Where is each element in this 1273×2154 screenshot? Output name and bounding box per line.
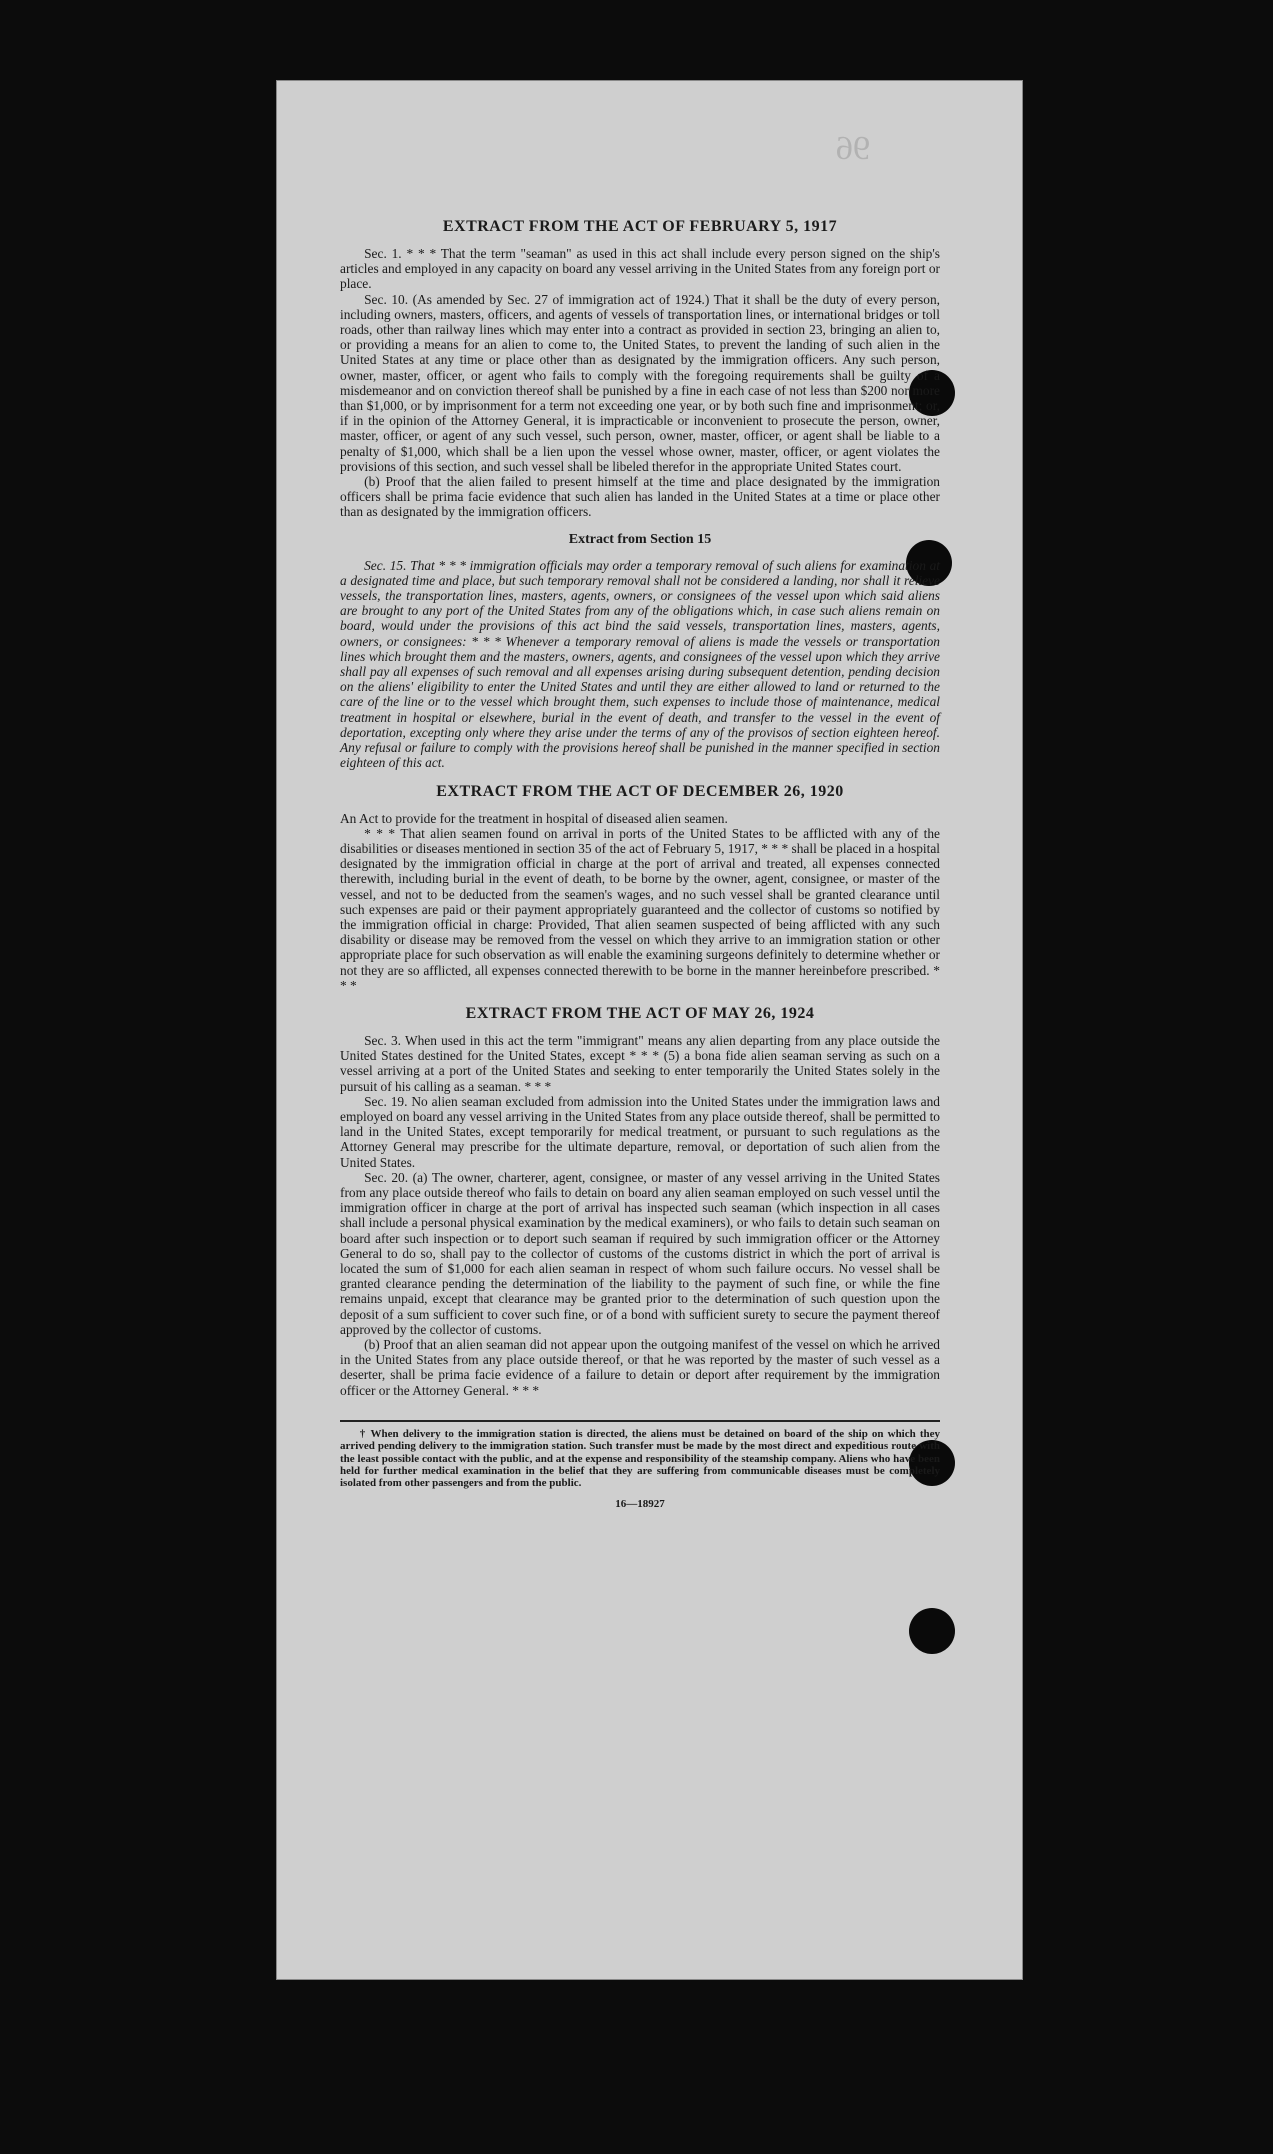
paragraph: * * * That alien seamen found on arrival in ports of the United States to be afflicted with any of the disabilities or diseases mentioned in section 35 of the act of February 5, 1917, * * * shall be placed in a hospital designated by the immigration official in charge at the port of arrival and treated, all expenses connected therewith, including burial in the event of death, to be borne by the owner, agent, consignee, or master of the vessel, and not to be deducted from the seamen's wages, and no such vessel shall be granted clearance until such expenses are paid or their payment appropriately guaranteed and the collector of customs so notified by the immigration official in charge: Provided, That alien seamen suspected of being afflicted with any such disability or disease may be removed from the vessel on which they arrive to an immigration station or other appropriate place for such observation as will enable the examining surgeons definitely to determine whether or not they are so afflicted, all expenses connected therewith to be borne in the manner hereinbefore prescribed. * * * — [340, 825, 940, 993]
section-subtitle: Extract from Section 15 — [568, 531, 712, 547]
paragraph: An Act to provide for the treatment in hospital of diseased alien seamen. — [340, 810, 728, 826]
paragraph: Sec. 19. No alien seaman excluded from admission into the United States under the immigration laws and employed on board any vessel arriving in the United States from any place outside thereof, shall be permitted to land in the United States, except temporarily for medical treatment, or pursuant to such regulations as the Attorney General may prescribe for the ultimate departure, removal, or deportation of such alien from the United States. — [340, 1093, 940, 1170]
form-number: 16—18927 — [615, 1497, 665, 1510]
footnote-divider — [340, 1420, 940, 1422]
section-title: EXTRACT FROM THE ACT OF MAY 26, 1924 — [465, 1004, 815, 1022]
footnote — [340, 1428, 940, 1490]
paragraph: Sec. 20. (a) The owner, charterer, agent, consignee, or master of any vessel arriving in the United States from any place outside thereof who fails to detain on board any alien seaman employed on such vessel until the immigration officer in charge at the port of arrival has inspected such seaman (which inspection in all cases shall include a personal physical examination by the medical examiners), or who fails to detain such seaman on board after such inspection or to deport such seaman if required by such immigration officer or the Attorney General to do so, shall pay to the collector of customs of the customs district in which the port of arrival is located the sum of $1,000 for each alien seaman in respect of whom such failure occurs. No vessel shall be granted clearance pending the determination of the liability to the payment of such fine, or while the fine remains unpaid, except that clearance may be granted prior to the determination of such question upon the deposit of a sum sufficient to cover such fine, or of a bond with sufficient surety to secure the payment thereof approved by the collector of customs. — [340, 1169, 940, 1337]
section-act-dec-1920 — [340, 783, 940, 993]
document-body — [340, 218, 940, 1510]
section-act-feb-1917 — [340, 218, 940, 520]
footnote-text: † When delivery to the immigration station is directed, the aliens must be detained on board of the ship on which they arrived pending delivery to the immigration station. Such transfer must be made by the most direct and expeditious route with the least possible contact with the public, and at the expense and responsibility of the steamship company. Aliens who have been held for further medical examination in the belief that they are suffering from communicable diseases must be completely isolated from other passengers and from the public. — [340, 1427, 940, 1490]
punch-hole — [909, 1608, 955, 1654]
document-page — [276, 80, 1023, 1980]
paragraph: (b) Proof that the alien failed to present himself at the time and place designated by the immigration officers shall be prima facie evidence that such alien has landed in the United States at a time or place other than as designated by the immigration officers. — [340, 474, 940, 520]
paragraph: Sec. 1. * * * That the term "seaman" as used in this act shall include every person signed on the ship's articles and employed in any capacity on board any vessel arriving in the United States from any foreign port or place. — [340, 246, 940, 292]
section-title: EXTRACT FROM THE ACT OF DECEMBER 26, 1920 — [436, 782, 844, 800]
section-act-may-1924 — [340, 1005, 940, 1398]
section-title: EXTRACT FROM THE ACT OF FEBRUARY 5, 1917 — [442, 218, 838, 235]
paragraph: Sec. 15. That * * * immigration officials may order a temporary removal of such aliens for examination at a designated time and place, but such temporary removal shall not be considered a landing, nor shall it relieve vessels, the transportation lines, masters, agents, owners, or consignees of the vessel upon which said aliens are brought to any port of the United States from any of the obligations which, in case such aliens remain on board, would under the provisions of this act bind the said vessels, transportation lines, masters, agents, owners, or consignees: * * * Whenever a temporary removal of aliens is made the vessels or transportation lines which brought them and the masters, owners, agents, and consignees of the vessel upon which they arrive shall pay all expenses of such removal and all expenses arising during subsequent detention, pending decision on the aliens' eligibility to enter the United States and until they are either allowed to land or returned to the care of the line or to the vessel which brought them, such expenses to include those of maintenance, medical treatment in hospital or elsewhere, burial in the event of death, and transfer to the vessel in the event of deportation, excepting only where they arise under the terms of any of the provisos of section eighteen hereof. Any refusal or failure to comply with the provisions hereof shall be punished in the manner specified in section eighteen of this act. — [340, 557, 940, 771]
paragraph: (b) Proof that an alien seaman did not appear upon the outgoing manifest of the vessel on which he arrived in the United States from any place outside thereof, or that he was reported by the master of such vessel as a deserter, shall be prima facie evidence of a failure to detain or deport after requirement by the immigration officer or the Attorney General. * * * — [340, 1337, 940, 1398]
paragraph: Sec. 10. (As amended by Sec. 27 of immigration act of 1924.) That it shall be the duty of every person, including owners, masters, officers, and agents of vessels of transportation lines, or international bridges or toll roads, other than railway lines which may enter into a contract as provided in section 23, bringing an alien to, or providing a means for an alien to come to, the United States, to prevent the landing of such alien in the United States at any time or place other than as designated by the immigration officers. Any such person, owner, master, officer, or agent who fails to comply with the foregoing requirements shall be guilty of a misdemeanor and on conviction thereof shall be punished by a fine in each case of not less than $200 nor more than $1,000, or by imprisonment for a term not exceeding one year, or by both such fine and imprisonment; or, if in the opinion of the Attorney General, it is impracticable or inconvenient to prosecute the person, owner, master, officer, or agent of any such vessel, such person, owner, master, officer, or agent shall be liable to a penalty of $1,000, which shall be a lien upon the vessel whose owner, master, officer, or agent violates the provisions of this section, and such vessel shall be libeled therefor in the appropriate United States court. — [340, 291, 940, 474]
section-extract-15 — [340, 532, 940, 771]
paragraph: Sec. 3. When used in this act the term "immigrant" means any alien departing from any place outside the United States destined for the United States, except * * * (5) a bona fide alien seaman serving as such on a vessel arriving at a port of the United States and seeking to enter temporarily the United States solely in the pursuit of his calling as a seaman. * * * — [340, 1032, 940, 1094]
bleed-through-mark: 96 — [836, 130, 870, 167]
